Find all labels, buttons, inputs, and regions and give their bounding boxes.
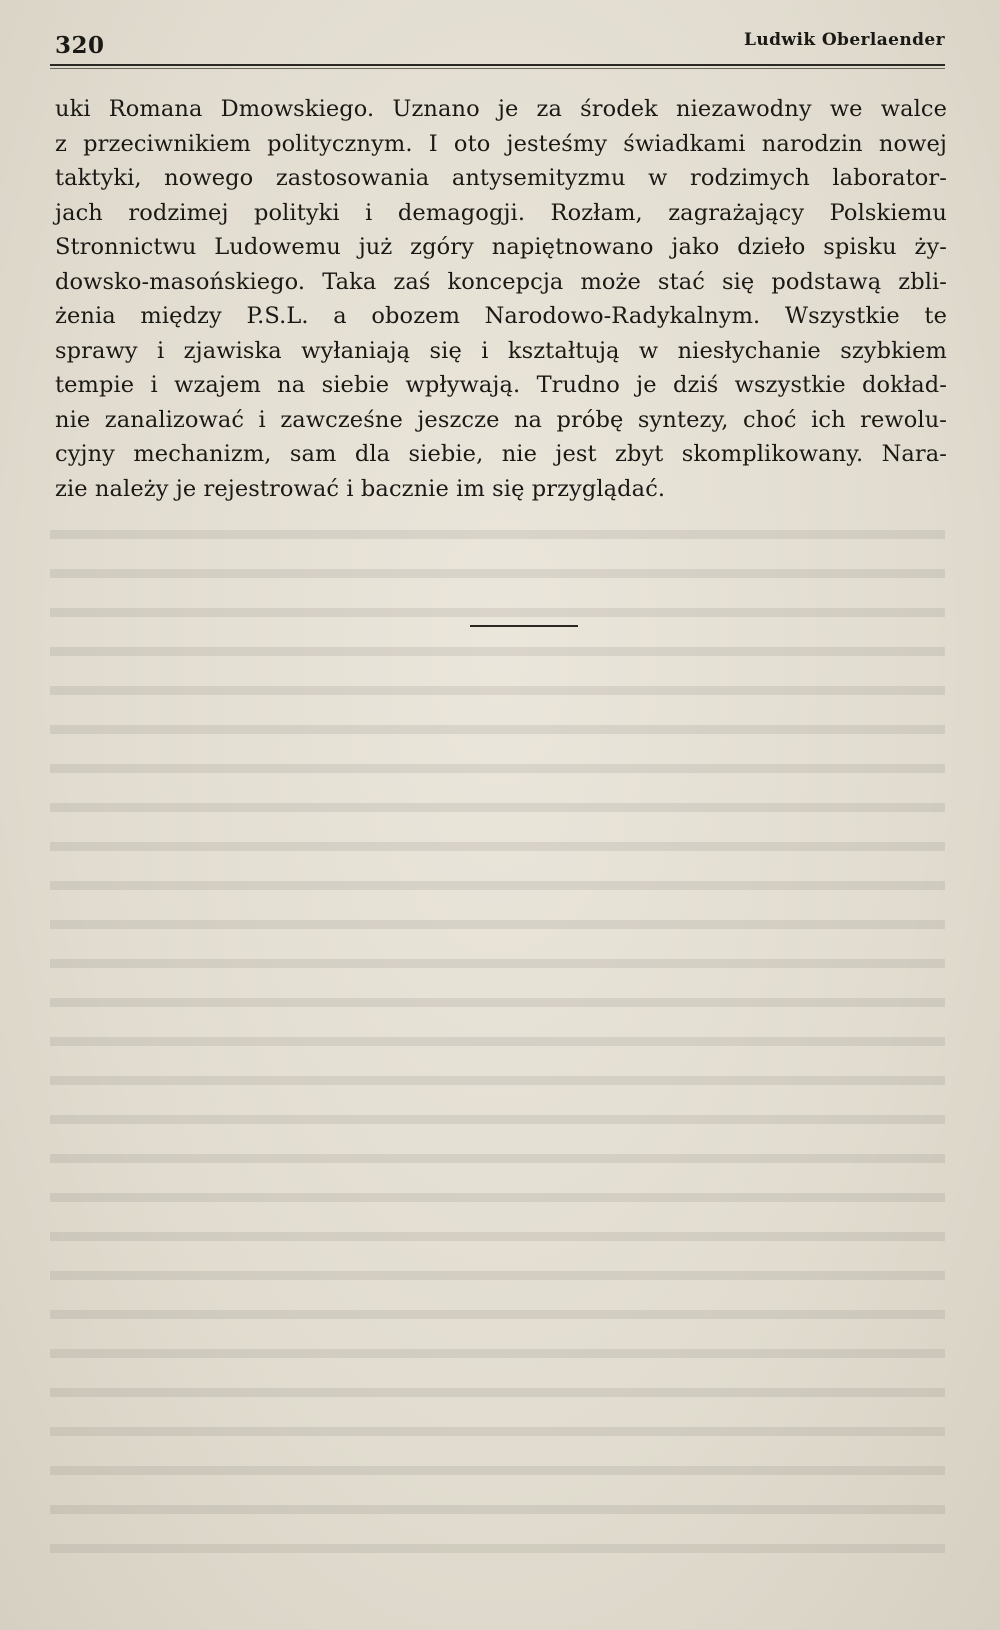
text-line: dowsko-masońskiego. Taka zaś koncepcja może stać się podstawą zbli- — [55, 268, 947, 295]
header-rule-thin — [50, 68, 945, 69]
text-line: żenia między P.S.L. a obozem Narodowo-Radykalnym. Wszystkie te — [55, 303, 947, 329]
section-divider — [470, 625, 578, 627]
text-line: taktyki, nowego zastosowania antysemityzmu w rodzimych laborator- — [55, 165, 947, 191]
page-number: 320 — [55, 32, 105, 59]
page-header — [55, 28, 945, 64]
text-line: cyjny mechanizm, sam dla siebie, nie jest zbyt skomplikowany. Nara- — [55, 441, 947, 467]
text-line-last: zie należy je rejestrować i bacznie im się przyglądać. — [55, 475, 666, 502]
running-head: Ludwik Oberlaender — [744, 30, 945, 50]
body-paragraph — [55, 92, 947, 506]
show-through-text — [50, 500, 945, 1620]
text-line: sprawy i zjawiska wyłaniają się i kształtują w niesłychanie szybkiem — [55, 337, 947, 364]
text-line: Stronnictwu Ludowemu już zgóry napiętnowano jako dzieło spisku ży- — [55, 234, 947, 260]
text-line: nie zanalizować i zawcześne jeszcze na próbę syntezy, choć ich rewolu- — [55, 406, 947, 433]
header-rule — [50, 64, 945, 66]
text-line: jach rodzimej polityki i demagogji. Rozłam, zagrażający Polskiemu — [55, 199, 947, 226]
text-line: uki Romana Dmowskiego. Uznano je za środek niezawodny we walce — [55, 96, 947, 122]
text-line: tempie i wzajem na siebie wpływają. Trudno je dziś wszystkie dokład- — [55, 372, 947, 398]
text-line: z przeciwnikiem politycznym. I oto jesteśmy świadkami narodzin nowej — [55, 130, 947, 157]
